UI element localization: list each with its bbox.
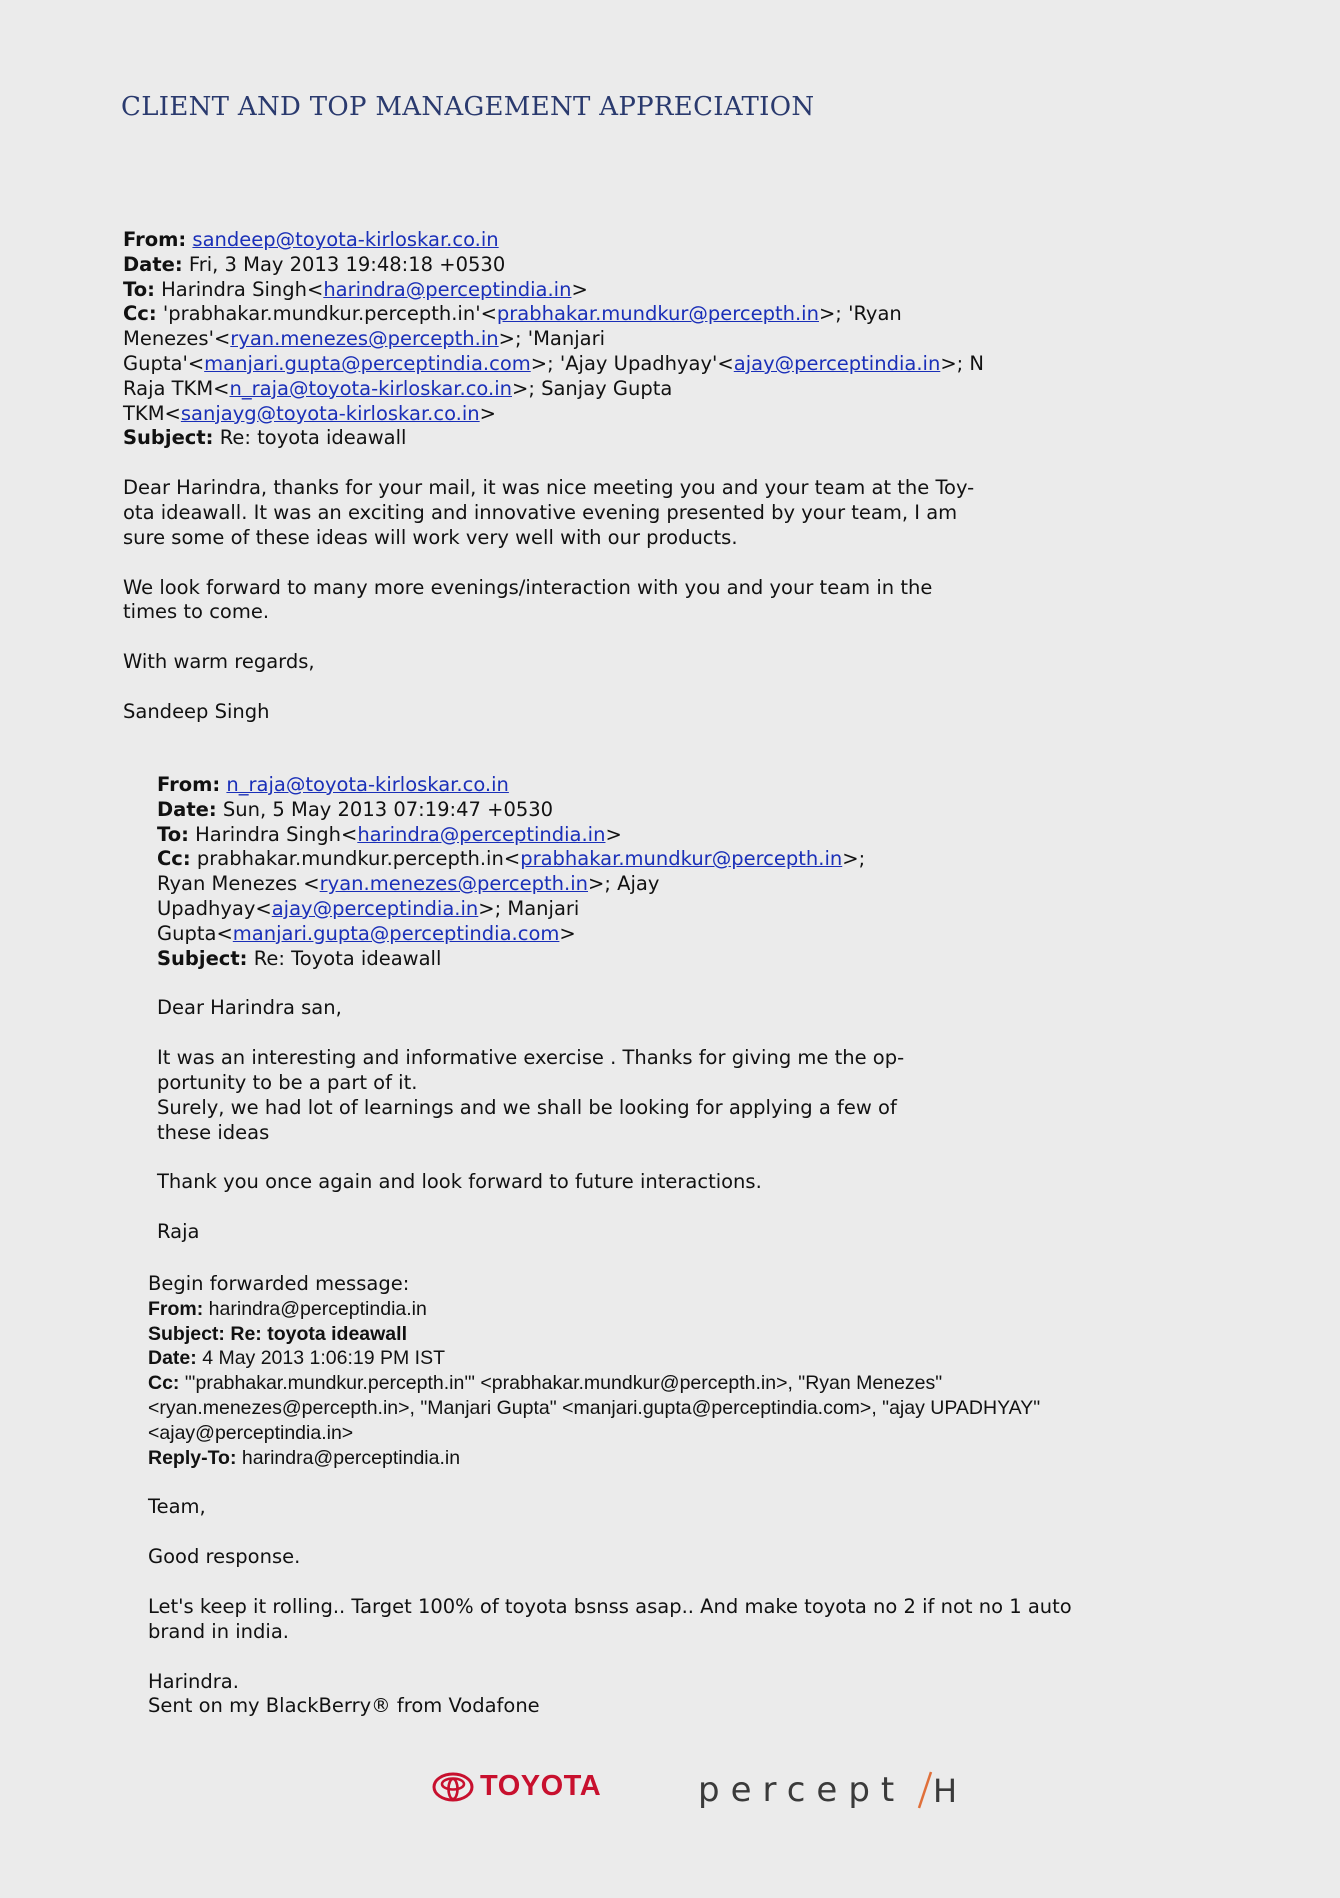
from-label: From: [157, 773, 221, 796]
subject-value: Re: Toyota ideawall [253, 946, 442, 970]
sign-off: With warm regards, [123, 650, 315, 674]
to-label: To: [157, 822, 189, 846]
cc-name: 'Ryan [848, 302, 902, 326]
subject-label: Subject: [157, 946, 248, 970]
toyota-logo [432, 1770, 601, 1803]
signature: Raja [157, 1220, 200, 1244]
cc-name: Raja TKM [123, 376, 214, 400]
date-label: Date: [157, 797, 217, 821]
cc-name: prabhakar.mundkur.percepth.in [196, 847, 504, 871]
cc-name: Gupta [157, 921, 217, 945]
reply-to-label: Reply-To: [148, 1446, 237, 1469]
cc-label: Cc: [157, 847, 191, 871]
footer-logos [0, 1768, 1340, 1818]
svg-text:H: H [933, 1772, 958, 1810]
toyota-emblem-icon [432, 1772, 474, 1802]
body-paragraph: Good response. [148, 1545, 301, 1569]
body-paragraph: Thank you once again and look forward to future interactions. [157, 1170, 762, 1194]
cc-email-link[interactable]: manjari.gupta@perceptindia.com [204, 351, 531, 375]
cc-email-link[interactable]: sanjayg@toyota-kirloskar.co.in [180, 401, 480, 425]
forward-intro: Begin forwarded message: [148, 1272, 410, 1295]
body-paragraph: Dear Harindra, thanks for your mail, it was nice meeting you and your team at the Toy- ota ideawall. It was an exciting and innovative evening presented by your team, I am sure some of these ideas will work very well with our products. [123, 476, 975, 549]
cc-email-link[interactable]: ajay@perceptindia.in [271, 896, 479, 920]
to-email-link[interactable]: harindra@perceptindia.in [323, 277, 572, 301]
cc-name: Manjari [507, 896, 580, 920]
date-label: Date: [123, 252, 183, 276]
date-label: Date: [148, 1347, 197, 1370]
cc-name: 'Ajay Upadhyay' [559, 351, 718, 375]
cc-name: Ryan Menezes [157, 872, 298, 896]
cc-name: 'Manjari [527, 327, 606, 351]
cc-name: Menezes' [123, 327, 214, 351]
cc-name: 'prabhakar.mundkur.percepth.in' [162, 302, 481, 326]
cc-email-link[interactable]: manjari.gupta@perceptindia.com [232, 921, 560, 945]
body-paragraph: Let's keep it rolling.. Target 100% of toyota bsnss asap.. And make toyota no 2 if not no 1 auto brand in india. [148, 1594, 1072, 1643]
from-value: harindra@perceptindia.in [208, 1297, 427, 1320]
email-sandeep: From: sandeep@toyota-kirloskar.co.in Date: Fri, 3 May 2013 19:48:18 +0530 To: Harindra Singh<harindra@perceptindia.in> Cc: 'prabhakar.mundkur.percepth.in'<prabhakar.mundkur@percepth.in>; 'Ryan Menezes'<ryan.menezes@percepth.in>; 'Manjari Gupta'<manjari.gupta@perceptindia.com>; 'Ajay Upadhyay'<ajay@perceptindia.in>; N Raja TKM<n_raja@toyota-kirloskar.co.in>; Sanjay Gupta TKM<sanjayg@toyota-kirloskar.co.in> Subject: Re: toyota ideawall Dear Harindra, thanks for your mail, it was nice meeting you and your team at the Toy- ota ideawall. It was an exciting and innovative evening presented by your team, I am sure some of these ideas will work very well with our products. We look forward to many more evenings/interaction with you and your team in the times to come. With warm regards, Sandeep Singh [123, 228, 1023, 725]
signature: Sandeep Singh [123, 699, 270, 723]
forwarded-email [148, 1272, 1148, 1719]
cc-line: <ryan.menezes@percepth.in>, "Manjari Gupta" <manjari.gupta@perceptindia.com>, "ajay UPADHYAY" [148, 1396, 1041, 1419]
cc-email-link[interactable]: ryan.menezes@percepth.in [319, 872, 589, 896]
cc-name: Upadhyay [157, 896, 256, 920]
to-name: Harindra Singh [161, 277, 307, 301]
body-paragraph: We look forward to many more evenings/interaction with you and your team in the times to come. [123, 575, 933, 624]
from-email-link[interactable]: sandeep@toyota-kirloskar.co.in [192, 228, 499, 251]
cc-email-link[interactable]: prabhakar.mundkur@percepth.in [496, 302, 819, 326]
cc-email-link[interactable]: n_raja@toyota-kirloskar.co.in [229, 376, 512, 400]
percept-h-logo [905, 1768, 958, 1812]
email-raja: From: n_raja@toyota-kirloskar.co.in Date: Sun, 5 May 2013 07:19:47 +0530 To: Harindra Singh<harindra@perceptindia.in> Cc: prabhakar.mundkur.percepth.in<prabhakar.mundkur@percepth.in>; Ryan Menezes <ryan.menezes@percepth.in>; Ajay Upadhyay<ajay@perceptindia.in>; Manjari Gupta<manjari.gupta@perceptindia.com> Subject: Re: Toyota ideawall Dear Harindra san, It was an interesting and informative exercise . Thanks for giving me the op- portunity to be a part of it. Surely, we had lot of learnings and we shall be looking for applying a few of these ideas Thank you once again and look forward to future interactions. Raja [157, 773, 1017, 1245]
cc-name: Ajay [617, 872, 660, 896]
cc-name: Gupta' [123, 351, 188, 375]
greeting: Team, [148, 1495, 206, 1519]
reply-to-value: harindra@perceptindia.in [241, 1446, 461, 1469]
page-title: CLIENT AND TOP MANAGEMENT APPRECIATION [121, 92, 815, 122]
subject-value: Re: toyota ideawall [230, 1322, 407, 1345]
cc-line: "'prabhakar.mundkur.percepth.in'" <prabhakar.mundkur@percepth.in>, "Ryan Menezes" [184, 1372, 943, 1395]
from-email-link[interactable]: n_raja@toyota-kirloskar.co.in [226, 773, 509, 796]
from-label: From: [123, 228, 187, 251]
percept-logo [698, 1768, 958, 1812]
to-email-link[interactable]: harindra@perceptindia.in [357, 822, 606, 846]
date-value: 4 May 2013 1:06:19 PM IST [202, 1347, 445, 1370]
cc-email-link[interactable]: ajay@perceptindia.in [733, 351, 941, 375]
date-value: Sun, 5 May 2013 07:19:47 +0530 [222, 797, 554, 821]
cc-name: Sanjay Gupta [541, 376, 673, 400]
toyota-wordmark: TOYOTA [480, 1770, 602, 1802]
cc-label: Cc: [148, 1372, 180, 1395]
cc-email-link[interactable]: prabhakar.mundkur@percepth.in [520, 847, 843, 871]
body-paragraph: It was an interesting and informative exercise . Thanks for giving me the op- portunity to be a part of it. Surely, we had lot of learnings and we shall be looking for applying a few of these ideas [157, 1046, 905, 1144]
cc-email-link[interactable]: ryan.menezes@percepth.in [230, 327, 499, 351]
cc-name: TKM [123, 401, 165, 425]
to-label: To: [123, 277, 155, 301]
subject-label: Subject: [123, 426, 214, 450]
date-value: Fri, 3 May 2013 19:48:18 +0530 [188, 252, 506, 276]
cc-name: N [969, 351, 985, 375]
percept-wordmark: percept [698, 1770, 906, 1810]
cc-line: <ajay@perceptindia.in> [148, 1421, 354, 1444]
signature: Harindra. Sent on my BlackBerry® from Vodafone [148, 1669, 540, 1718]
greeting: Dear Harindra san, [157, 996, 342, 1020]
from-label: From: [148, 1297, 204, 1320]
cc-label: Cc: [123, 302, 157, 326]
to-name: Harindra Singh [195, 822, 341, 846]
subject-value: Re: toyota ideawall [219, 426, 407, 450]
subject-label: Subject: [148, 1322, 225, 1345]
